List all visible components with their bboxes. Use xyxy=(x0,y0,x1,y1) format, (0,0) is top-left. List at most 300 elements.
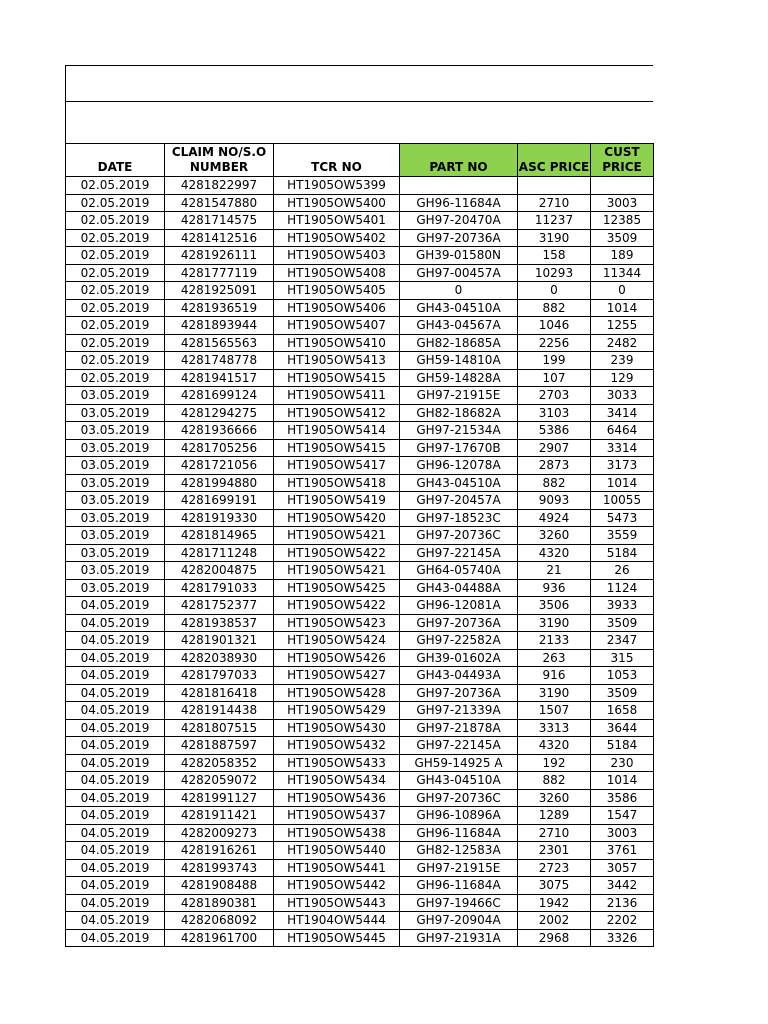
table-row xyxy=(66,859,654,877)
table-row xyxy=(66,247,654,265)
table-row xyxy=(66,649,654,667)
cell-part-no: GH97-22582A xyxy=(400,632,518,650)
cell-claim-no: 4281294275 xyxy=(165,404,274,422)
cell-cust-price: 3057 xyxy=(591,859,654,877)
cell-claim-no: 4281916261 xyxy=(165,842,274,860)
claims-table xyxy=(65,143,654,947)
cell-asc-price: 2968 xyxy=(518,929,591,947)
table-row xyxy=(66,369,654,387)
spreadsheet xyxy=(65,65,653,947)
cell-claim-no: 4281911421 xyxy=(165,807,274,825)
header-claim-no: CLAIM NO/S.O NUMBER xyxy=(165,144,274,177)
cell-part-no: GH43-04510A xyxy=(400,772,518,790)
cell-asc-price: 2133 xyxy=(518,632,591,650)
cell-date: 04.05.2019 xyxy=(66,754,165,772)
cell-tcr-no: HT1905OW5419 xyxy=(274,492,400,510)
cell-cust-price: 3003 xyxy=(591,824,654,842)
cell-claim-no: 4281814965 xyxy=(165,527,274,545)
cell-asc-price: 916 xyxy=(518,667,591,685)
table-row xyxy=(66,929,654,947)
cell-asc-price: 882 xyxy=(518,772,591,790)
cell-cust-price: 230 xyxy=(591,754,654,772)
cell-asc-price: 1507 xyxy=(518,702,591,720)
cell-claim-no: 4281791033 xyxy=(165,579,274,597)
cell-date: 03.05.2019 xyxy=(66,544,165,562)
table-row xyxy=(66,492,654,510)
cell-cust-price: 1014 xyxy=(591,299,654,317)
table-row xyxy=(66,912,654,930)
cell-asc-price: 107 xyxy=(518,369,591,387)
table-row xyxy=(66,807,654,825)
cell-cust-price: 11344 xyxy=(591,264,654,282)
cell-cust-price: 1053 xyxy=(591,667,654,685)
cell-date: 03.05.2019 xyxy=(66,404,165,422)
cell-part-no: GH97-19466C xyxy=(400,894,518,912)
cell-asc-price: 882 xyxy=(518,299,591,317)
cell-part-no: GH43-04567A xyxy=(400,317,518,335)
cell-date: 04.05.2019 xyxy=(66,667,165,685)
cell-tcr-no: HT1905OW5424 xyxy=(274,632,400,650)
cell-claim-no: 4281807515 xyxy=(165,719,274,737)
cell-tcr-no: HT1905OW5434 xyxy=(274,772,400,790)
cell-claim-no: 4281705256 xyxy=(165,439,274,457)
cell-date: 03.05.2019 xyxy=(66,527,165,545)
cell-date: 02.05.2019 xyxy=(66,264,165,282)
cell-asc-price: 10293 xyxy=(518,264,591,282)
cell-part-no: GH43-04510A xyxy=(400,299,518,317)
cell-part-no: GH96-11684A xyxy=(400,194,518,212)
cell-date: 02.05.2019 xyxy=(66,212,165,230)
cell-part-no: GH39-01602A xyxy=(400,649,518,667)
cell-part-no: GH97-17670B xyxy=(400,439,518,457)
table-row xyxy=(66,509,654,527)
cell-claim-no: 4281893944 xyxy=(165,317,274,335)
cell-part-no: GH97-18523C xyxy=(400,509,518,527)
cell-asc-price: 158 xyxy=(518,247,591,265)
cell-tcr-no: HT1905OW5414 xyxy=(274,422,400,440)
cell-part-no: GH97-20904A xyxy=(400,912,518,930)
cell-tcr-no: HT1905OW5399 xyxy=(274,177,400,195)
cell-asc-price: 9093 xyxy=(518,492,591,510)
cell-claim-no: 4282009273 xyxy=(165,824,274,842)
cell-tcr-no: HT1905OW5442 xyxy=(274,877,400,895)
cell-part-no: GH97-20457A xyxy=(400,492,518,510)
table-row xyxy=(66,352,654,370)
cell-tcr-no: HT1905OW5427 xyxy=(274,667,400,685)
cell-cust-price: 3326 xyxy=(591,929,654,947)
cell-asc-price: 2301 xyxy=(518,842,591,860)
cell-cust-price: 3314 xyxy=(591,439,654,457)
cell-date: 04.05.2019 xyxy=(66,859,165,877)
cell-part-no: GH97-20736A xyxy=(400,614,518,632)
cell-claim-no: 4281547880 xyxy=(165,194,274,212)
cell-asc-price: 3260 xyxy=(518,527,591,545)
cell-date: 04.05.2019 xyxy=(66,824,165,842)
cell-asc-price: 936 xyxy=(518,579,591,597)
cell-date: 02.05.2019 xyxy=(66,229,165,247)
cell-claim-no: 4281565563 xyxy=(165,334,274,352)
cell-tcr-no: HT1905OW5418 xyxy=(274,474,400,492)
cell-part-no: GH96-10896A xyxy=(400,807,518,825)
header-part-no: PART NO xyxy=(400,144,518,177)
cell-tcr-no: HT1905OW5407 xyxy=(274,317,400,335)
cell-cust-price: 3509 xyxy=(591,229,654,247)
cell-cust-price: 3761 xyxy=(591,842,654,860)
table-row xyxy=(66,772,654,790)
cell-tcr-no: HT1905OW5437 xyxy=(274,807,400,825)
cell-date: 02.05.2019 xyxy=(66,299,165,317)
cell-claim-no: 4281822997 xyxy=(165,177,274,195)
cell-tcr-no: HT1905OW5405 xyxy=(274,282,400,300)
header-asc-price: ASC PRICE xyxy=(518,144,591,177)
cell-asc-price: 2703 xyxy=(518,387,591,405)
cell-asc-price: 5386 xyxy=(518,422,591,440)
table-row xyxy=(66,527,654,545)
cell-tcr-no: HT1905OW5411 xyxy=(274,387,400,405)
cell-cust-price: 3173 xyxy=(591,457,654,475)
cell-date: 04.05.2019 xyxy=(66,772,165,790)
cell-part-no: GH43-04510A xyxy=(400,474,518,492)
cell-tcr-no: HT1905OW5415 xyxy=(274,439,400,457)
cell-asc-price: 2256 xyxy=(518,334,591,352)
cell-tcr-no: HT1905OW5440 xyxy=(274,842,400,860)
cell-claim-no: 4282059072 xyxy=(165,772,274,790)
table-row xyxy=(66,842,654,860)
subtitle-row-empty xyxy=(65,101,653,143)
cell-asc-price: 0 xyxy=(518,282,591,300)
cell-part-no: GH97-21931A xyxy=(400,929,518,947)
cell-cust-price: 2136 xyxy=(591,894,654,912)
cell-part-no: GH97-20470A xyxy=(400,212,518,230)
cell-date: 04.05.2019 xyxy=(66,912,165,930)
cell-date: 03.05.2019 xyxy=(66,579,165,597)
table-row xyxy=(66,177,654,195)
cell-tcr-no: HT1905OW5423 xyxy=(274,614,400,632)
cell-date: 03.05.2019 xyxy=(66,422,165,440)
cell-claim-no: 4281721056 xyxy=(165,457,274,475)
cell-part-no: GH97-21534A xyxy=(400,422,518,440)
cell-part-no: GH96-12081A xyxy=(400,597,518,615)
cell-asc-price: 3075 xyxy=(518,877,591,895)
cell-date: 04.05.2019 xyxy=(66,702,165,720)
cell-asc-price: 3190 xyxy=(518,229,591,247)
cell-date: 04.05.2019 xyxy=(66,877,165,895)
cell-date: 02.05.2019 xyxy=(66,282,165,300)
cell-tcr-no: HT1904OW5444 xyxy=(274,912,400,930)
cell-claim-no: 4281914438 xyxy=(165,702,274,720)
cell-part-no: GH97-22145A xyxy=(400,737,518,755)
cell-cust-price: 0 xyxy=(591,282,654,300)
cell-tcr-no: HT1905OW5413 xyxy=(274,352,400,370)
cell-cust-price: 3033 xyxy=(591,387,654,405)
cell-claim-no: 4281887597 xyxy=(165,737,274,755)
cell-claim-no: 4281711248 xyxy=(165,544,274,562)
table-row xyxy=(66,579,654,597)
cell-cust-price: 3559 xyxy=(591,527,654,545)
cell-cust-price: 6464 xyxy=(591,422,654,440)
cell-cust-price: 3509 xyxy=(591,684,654,702)
cell-claim-no: 4282058352 xyxy=(165,754,274,772)
cell-asc-price: 263 xyxy=(518,649,591,667)
cell-asc-price: 3103 xyxy=(518,404,591,422)
cell-tcr-no: HT1905OW5412 xyxy=(274,404,400,422)
cell-cust-price: 3586 xyxy=(591,789,654,807)
title-row-empty xyxy=(65,65,653,101)
cell-tcr-no: HT1905OW5401 xyxy=(274,212,400,230)
cell-cust-price: 129 xyxy=(591,369,654,387)
cell-tcr-no: HT1905OW5428 xyxy=(274,684,400,702)
cell-claim-no: 4282068092 xyxy=(165,912,274,930)
cell-date: 04.05.2019 xyxy=(66,649,165,667)
cell-claim-no: 4281926111 xyxy=(165,247,274,265)
cell-date: 02.05.2019 xyxy=(66,177,165,195)
table-row xyxy=(66,684,654,702)
table-row xyxy=(66,894,654,912)
cell-claim-no: 4281752377 xyxy=(165,597,274,615)
cell-claim-no: 4281994880 xyxy=(165,474,274,492)
cell-cust-price: 5184 xyxy=(591,544,654,562)
cell-date: 02.05.2019 xyxy=(66,317,165,335)
cell-tcr-no: HT1905OW5421 xyxy=(274,527,400,545)
cell-tcr-no: HT1905OW5410 xyxy=(274,334,400,352)
cell-cust-price: 1255 xyxy=(591,317,654,335)
cell-asc-price: 3190 xyxy=(518,684,591,702)
cell-part-no: GH43-04488A xyxy=(400,579,518,597)
cell-asc-price: 4320 xyxy=(518,544,591,562)
cell-cust-price: 5184 xyxy=(591,737,654,755)
cell-cust-price: 2202 xyxy=(591,912,654,930)
cell-tcr-no: HT1905OW5417 xyxy=(274,457,400,475)
cell-cust-price xyxy=(591,177,654,195)
cell-asc-price: 2723 xyxy=(518,859,591,877)
cell-date: 03.05.2019 xyxy=(66,457,165,475)
cell-tcr-no: HT1905OW5430 xyxy=(274,719,400,737)
cell-asc-price: 2873 xyxy=(518,457,591,475)
cell-claim-no: 4281961700 xyxy=(165,929,274,947)
cell-date: 04.05.2019 xyxy=(66,614,165,632)
cell-cust-price: 3442 xyxy=(591,877,654,895)
cell-cust-price: 3003 xyxy=(591,194,654,212)
table-row xyxy=(66,632,654,650)
cell-asc-price: 2002 xyxy=(518,912,591,930)
cell-cust-price: 1014 xyxy=(591,772,654,790)
cell-claim-no: 4281936519 xyxy=(165,299,274,317)
cell-date: 02.05.2019 xyxy=(66,369,165,387)
cell-claim-no: 4281699124 xyxy=(165,387,274,405)
cell-part-no: GH64-05740A xyxy=(400,562,518,580)
table-body xyxy=(66,177,654,947)
cell-date: 04.05.2019 xyxy=(66,737,165,755)
cell-date: 04.05.2019 xyxy=(66,789,165,807)
cell-claim-no: 4281797033 xyxy=(165,667,274,685)
cell-claim-no: 4281991127 xyxy=(165,789,274,807)
cell-claim-no: 4281890381 xyxy=(165,894,274,912)
cell-asc-price: 1046 xyxy=(518,317,591,335)
cell-claim-no: 4281777119 xyxy=(165,264,274,282)
cell-cust-price: 3933 xyxy=(591,597,654,615)
cell-cust-price: 239 xyxy=(591,352,654,370)
cell-asc-price: 1942 xyxy=(518,894,591,912)
table-row xyxy=(66,317,654,335)
cell-asc-price: 2907 xyxy=(518,439,591,457)
cell-cust-price: 1547 xyxy=(591,807,654,825)
cell-date: 04.05.2019 xyxy=(66,929,165,947)
cell-claim-no: 4281919330 xyxy=(165,509,274,527)
table-row xyxy=(66,194,654,212)
cell-part-no: GH96-11684A xyxy=(400,824,518,842)
cell-tcr-no: HT1905OW5432 xyxy=(274,737,400,755)
cell-date: 03.05.2019 xyxy=(66,387,165,405)
table-row xyxy=(66,229,654,247)
cell-cust-price: 2482 xyxy=(591,334,654,352)
cell-date: 02.05.2019 xyxy=(66,334,165,352)
cell-asc-price: 199 xyxy=(518,352,591,370)
table-row xyxy=(66,387,654,405)
cell-tcr-no: HT1905OW5420 xyxy=(274,509,400,527)
table-row xyxy=(66,334,654,352)
cell-date: 02.05.2019 xyxy=(66,247,165,265)
cell-claim-no: 4281993743 xyxy=(165,859,274,877)
cell-tcr-no: HT1905OW5421 xyxy=(274,562,400,580)
cell-tcr-no: HT1905OW5429 xyxy=(274,702,400,720)
header-cust-price: CUST PRICE xyxy=(591,144,654,177)
cell-date: 04.05.2019 xyxy=(66,597,165,615)
table-row xyxy=(66,719,654,737)
cell-part-no xyxy=(400,177,518,195)
cell-date: 04.05.2019 xyxy=(66,632,165,650)
table-row xyxy=(66,877,654,895)
table-row xyxy=(66,544,654,562)
cell-date: 02.05.2019 xyxy=(66,352,165,370)
cell-claim-no: 4281412516 xyxy=(165,229,274,247)
cell-asc-price: 1289 xyxy=(518,807,591,825)
cell-date: 04.05.2019 xyxy=(66,719,165,737)
cell-date: 03.05.2019 xyxy=(66,439,165,457)
table-row xyxy=(66,299,654,317)
cell-tcr-no: HT1905OW5445 xyxy=(274,929,400,947)
cell-tcr-no: HT1905OW5403 xyxy=(274,247,400,265)
cell-cust-price: 1658 xyxy=(591,702,654,720)
cell-claim-no: 4281748778 xyxy=(165,352,274,370)
table-row xyxy=(66,457,654,475)
cell-part-no: GH96-11684A xyxy=(400,877,518,895)
cell-date: 03.05.2019 xyxy=(66,474,165,492)
cell-tcr-no: HT1905OW5422 xyxy=(274,544,400,562)
cell-part-no: GH97-20736A xyxy=(400,684,518,702)
cell-claim-no: 4281938537 xyxy=(165,614,274,632)
cell-tcr-no: HT1905OW5433 xyxy=(274,754,400,772)
table-row xyxy=(66,737,654,755)
cell-part-no: GH96-12078A xyxy=(400,457,518,475)
cell-part-no: GH59-14828A xyxy=(400,369,518,387)
cell-part-no: GH97-21915E xyxy=(400,859,518,877)
cell-part-no: GH82-18682A xyxy=(400,404,518,422)
cell-asc-price: 4320 xyxy=(518,737,591,755)
table-row xyxy=(66,282,654,300)
header-tcr-no: TCR NO xyxy=(274,144,400,177)
table-row xyxy=(66,212,654,230)
table-row xyxy=(66,422,654,440)
header-date: DATE xyxy=(66,144,165,177)
cell-cust-price: 189 xyxy=(591,247,654,265)
cell-part-no: GH97-21878A xyxy=(400,719,518,737)
cell-claim-no: 4281941517 xyxy=(165,369,274,387)
cell-part-no: GH97-20736C xyxy=(400,789,518,807)
cell-date: 02.05.2019 xyxy=(66,194,165,212)
cell-tcr-no: HT1905OW5436 xyxy=(274,789,400,807)
table-row xyxy=(66,404,654,422)
cell-asc-price: 192 xyxy=(518,754,591,772)
cell-asc-price: 4924 xyxy=(518,509,591,527)
cell-claim-no: 4281699191 xyxy=(165,492,274,510)
table-row xyxy=(66,702,654,720)
table-row xyxy=(66,474,654,492)
cell-claim-no: 4281816418 xyxy=(165,684,274,702)
cell-part-no: GH59-14925 A xyxy=(400,754,518,772)
cell-asc-price: 3313 xyxy=(518,719,591,737)
cell-part-no: GH97-21915E xyxy=(400,387,518,405)
cell-asc-price xyxy=(518,177,591,195)
cell-part-no: GH97-21339A xyxy=(400,702,518,720)
cell-date: 04.05.2019 xyxy=(66,842,165,860)
cell-cust-price: 1014 xyxy=(591,474,654,492)
cell-claim-no: 4281908488 xyxy=(165,877,274,895)
cell-asc-price: 21 xyxy=(518,562,591,580)
cell-part-no: GH97-20736C xyxy=(400,527,518,545)
cell-cust-price: 10055 xyxy=(591,492,654,510)
header-row xyxy=(66,144,654,177)
cell-tcr-no: HT1905OW5406 xyxy=(274,299,400,317)
cell-date: 03.05.2019 xyxy=(66,492,165,510)
cell-part-no: GH43-04493A xyxy=(400,667,518,685)
table-row xyxy=(66,614,654,632)
cell-date: 04.05.2019 xyxy=(66,684,165,702)
cell-asc-price: 11237 xyxy=(518,212,591,230)
cell-part-no: GH82-18685A xyxy=(400,334,518,352)
table-row xyxy=(66,789,654,807)
cell-cust-price: 1124 xyxy=(591,579,654,597)
cell-claim-no: 4281925091 xyxy=(165,282,274,300)
cell-cust-price: 26 xyxy=(591,562,654,580)
cell-asc-price: 3506 xyxy=(518,597,591,615)
cell-asc-price: 2710 xyxy=(518,824,591,842)
table-row xyxy=(66,597,654,615)
cell-claim-no: 4281936666 xyxy=(165,422,274,440)
cell-claim-no: 4281714575 xyxy=(165,212,274,230)
table-row xyxy=(66,439,654,457)
cell-tcr-no: HT1905OW5438 xyxy=(274,824,400,842)
table-row xyxy=(66,667,654,685)
cell-cust-price: 2347 xyxy=(591,632,654,650)
cell-part-no: GH97-20736A xyxy=(400,229,518,247)
cell-cust-price: 315 xyxy=(591,649,654,667)
cell-tcr-no: HT1905OW5400 xyxy=(274,194,400,212)
cell-date: 04.05.2019 xyxy=(66,894,165,912)
cell-claim-no: 4281901321 xyxy=(165,632,274,650)
table-row xyxy=(66,754,654,772)
cell-part-no: GH97-22145A xyxy=(400,544,518,562)
cell-tcr-no: HT1905OW5443 xyxy=(274,894,400,912)
cell-cust-price: 12385 xyxy=(591,212,654,230)
cell-date: 03.05.2019 xyxy=(66,509,165,527)
cell-cust-price: 5473 xyxy=(591,509,654,527)
cell-part-no: GH82-12583A xyxy=(400,842,518,860)
cell-tcr-no: HT1905OW5422 xyxy=(274,597,400,615)
cell-part-no: GH39-01580N xyxy=(400,247,518,265)
table-row xyxy=(66,824,654,842)
cell-claim-no: 4282038930 xyxy=(165,649,274,667)
cell-date: 03.05.2019 xyxy=(66,562,165,580)
